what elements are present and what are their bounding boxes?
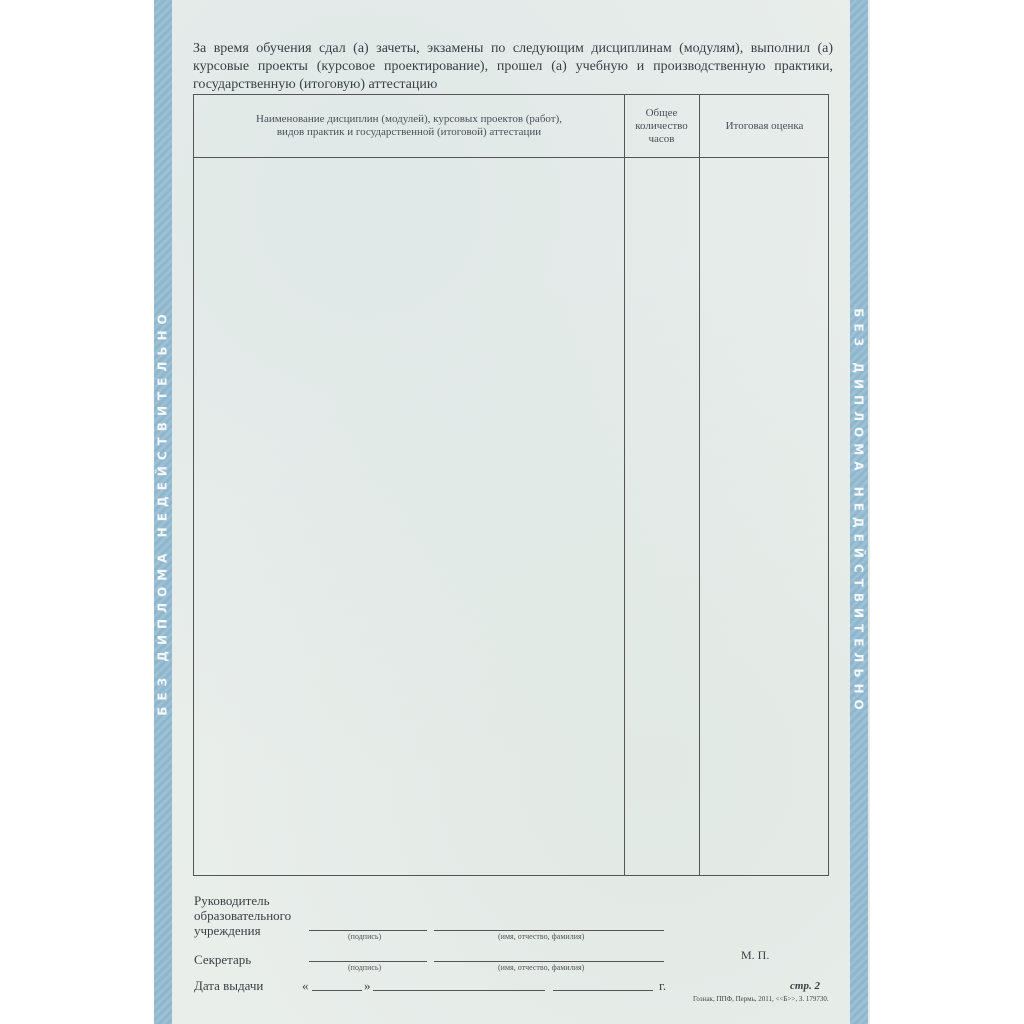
secretary-name-caption: (имя, отчество, фамилия) xyxy=(498,963,585,972)
right-band-text: БЕЗ ДИПЛОМА НЕДЕЙСТВИТЕЛЬНО xyxy=(852,308,867,716)
header-discipline-line-2: видов практик и государственной (итоговой) аттестации xyxy=(276,126,542,138)
header-discipline xyxy=(194,95,624,157)
head-signature-caption: (подпись) xyxy=(348,932,382,941)
grades-table xyxy=(193,94,829,876)
left-band-text: БЕЗ ДИПЛОМА НЕДЕЙСТВИТЕЛЬНО xyxy=(156,308,171,716)
secretary-signature-caption: (подпись) xyxy=(348,963,382,972)
header-discipline-line-1: Наименование дисциплин (модулей), курсовых проектов (работ), xyxy=(256,113,562,125)
head-name-line xyxy=(434,930,664,931)
header-final-grade: Итоговая оценка xyxy=(725,119,804,132)
table-divider-1 xyxy=(624,95,625,875)
head-label-line-1: Руководитель xyxy=(194,893,270,908)
head-label xyxy=(194,893,291,938)
quote-close: » xyxy=(364,978,371,993)
header-hours xyxy=(624,95,699,157)
intro-line-1: За время обучения сдал (а) зачеты, экзамены по следующим дисциплинам (модулям), выполнил (а) xyxy=(193,41,833,56)
printer-imprint: Гознак, ППФ, Пермь, 2011, <<Б>>, З. 179730. xyxy=(693,995,829,1003)
head-label-line-3: учреждения xyxy=(194,923,261,938)
quote-open: « xyxy=(302,978,309,993)
head-signature-line xyxy=(309,930,427,931)
page-number: стр. 2 xyxy=(790,980,820,992)
date-day-line xyxy=(312,990,362,991)
secretary-signature-line xyxy=(309,961,427,962)
stamp-place: М. П. xyxy=(741,948,770,962)
header-hours-line-3: часов xyxy=(648,132,675,145)
secretary-name-line xyxy=(434,961,664,962)
intro-line-2: курсовые проекты (курсовое проектирование), прошел (а) учебную и производственную практики, xyxy=(193,59,833,74)
date-year-line xyxy=(553,990,653,991)
intro-paragraph xyxy=(193,40,833,94)
date-month-line xyxy=(373,990,545,991)
intro-line-3: государственную (итоговую) аттестацию xyxy=(193,77,438,92)
table-header-divider xyxy=(194,157,828,158)
header-hours-line-1: Общее xyxy=(645,106,678,119)
left-security-band xyxy=(154,0,172,1024)
head-name-caption: (имя, отчество, фамилия) xyxy=(498,932,585,941)
header-hours-line-2: количество xyxy=(635,119,688,132)
secretary-label: Секретарь xyxy=(194,952,252,967)
right-security-band xyxy=(850,0,868,1024)
table-divider-2 xyxy=(699,95,700,875)
issue-date-label: Дата выдачи xyxy=(194,978,264,993)
year-suffix: г. xyxy=(659,978,667,993)
head-label-line-2: образовательного xyxy=(194,908,292,923)
